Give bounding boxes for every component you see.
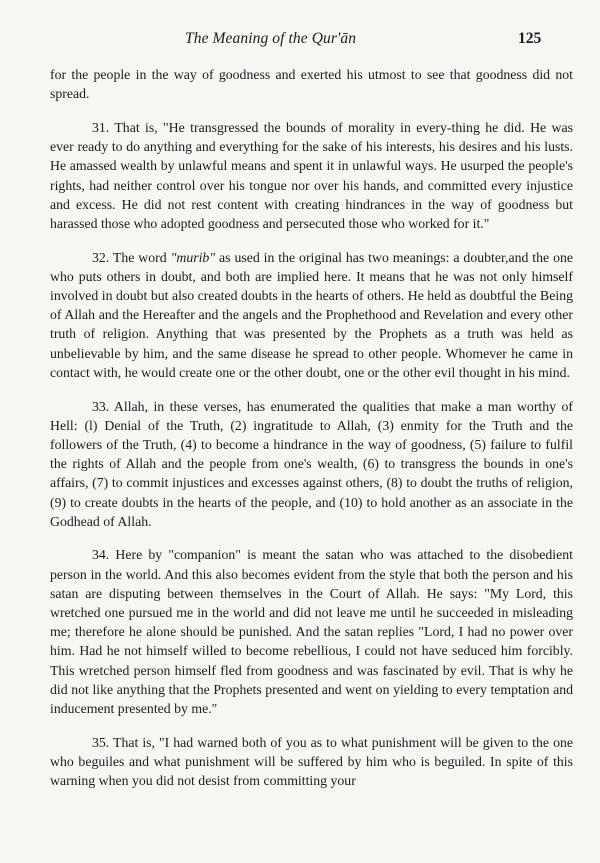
page-number: 125 <box>518 30 542 47</box>
page-header <box>0 30 600 52</box>
paragraph-text: for the people in the way of goodness and exerted his utmost to see that goodness did not spread. <box>50 67 573 102</box>
note-number: 32. <box>92 249 110 265</box>
note-35 <box>50 733 573 791</box>
note-34 <box>50 545 573 718</box>
running-title: The Meaning of the Qur'ān <box>185 30 357 47</box>
body-text <box>50 65 573 790</box>
note-text: That is, "He transgressed the bounds of morality in every-thing he did. He was ever ready to do anything and everything for the sake of his interests, his desires and his lusts. He amassed wealth by unlawful means and spent it in unlawful ways. He usurped the people's rights, had neither control over his tongue nor over his hands, and committed every injustice and excess. He did not rest content with creating hindrances in the way of goodness but harassed those who adopted goodness and persecuted those who worked for it." <box>50 119 573 231</box>
note-number: 35. <box>92 734 110 750</box>
note-text: Here by "companion" is meant the satan who was attached to the disobedient person in the world. And this also becomes evident from the style that both the person and his satan are disputing between themselves in the Court of Allah. He says: "My Lord, this wretched one pursued me in the world and did not leave me until he succeeded in misleading me; therefore he alone should be punished. And the satan replies "Lord, I had no power over him. Had he not himself willed to become rebellious, I could not have seduced him forcibly. This wretched person himself fled from goodness and was fascinated by evil. That is why he did not like anything that the Prophets presented and went on yielding to every temptation and inducement presented by me." <box>50 547 573 717</box>
note-32 <box>50 248 573 382</box>
note-33 <box>50 397 573 531</box>
note-text-before-term: The word <box>112 249 171 265</box>
note-number: 34. <box>92 547 110 563</box>
note-text: Allah, in these verses, has enumerated the qualities that make a man worthy of Hell: (l) Denial of the Truth, (2) ingratitude to Allah, (3) enmity for the Truth and the followers of the Truth, (4) to become a hindrance in the way of goodness, (5) failure to fulfil the rights of Allah and the people from one's wealth, (6) to transgress the bounds in one's affairs, (7) to commit injustices and excesses against others, (8) to doubt the truths of religion, (9) to create doubts in the hearts of the people, and (10) to hold another as an associate in the Godhead of Allah. <box>50 398 573 529</box>
note-text: That is, "I had warned both of you as to what punishment will be given to the one who beguiles and what punishment will be suffered by him who is beguiled. In spite of this warning when you did not desist from committing your <box>50 734 573 789</box>
italic-term: "murib" <box>170 249 216 265</box>
note-31 <box>50 118 573 233</box>
paragraph-continued <box>50 65 573 103</box>
note-number: 33. <box>92 398 110 414</box>
note-text-after-term: as used in the original has two meanings: a doubter,and the one who puts others in doubt, and both are implied here. It means that he was not only himself involved in doubt but also created doubts in the hearts of others. He held as doubtful the Being of Allah and the Hereafter and the angels and the Prophethood and Revelation and every other truth of religion. Anything that was presented by the Prophets as a truth was held as unbelievable by him, and the same disease he spread to other people. Whomever he came in contact with, he would create one or the other doubt, one or the other evil thought in his mind. <box>50 249 573 380</box>
note-number: 31. <box>92 119 110 135</box>
